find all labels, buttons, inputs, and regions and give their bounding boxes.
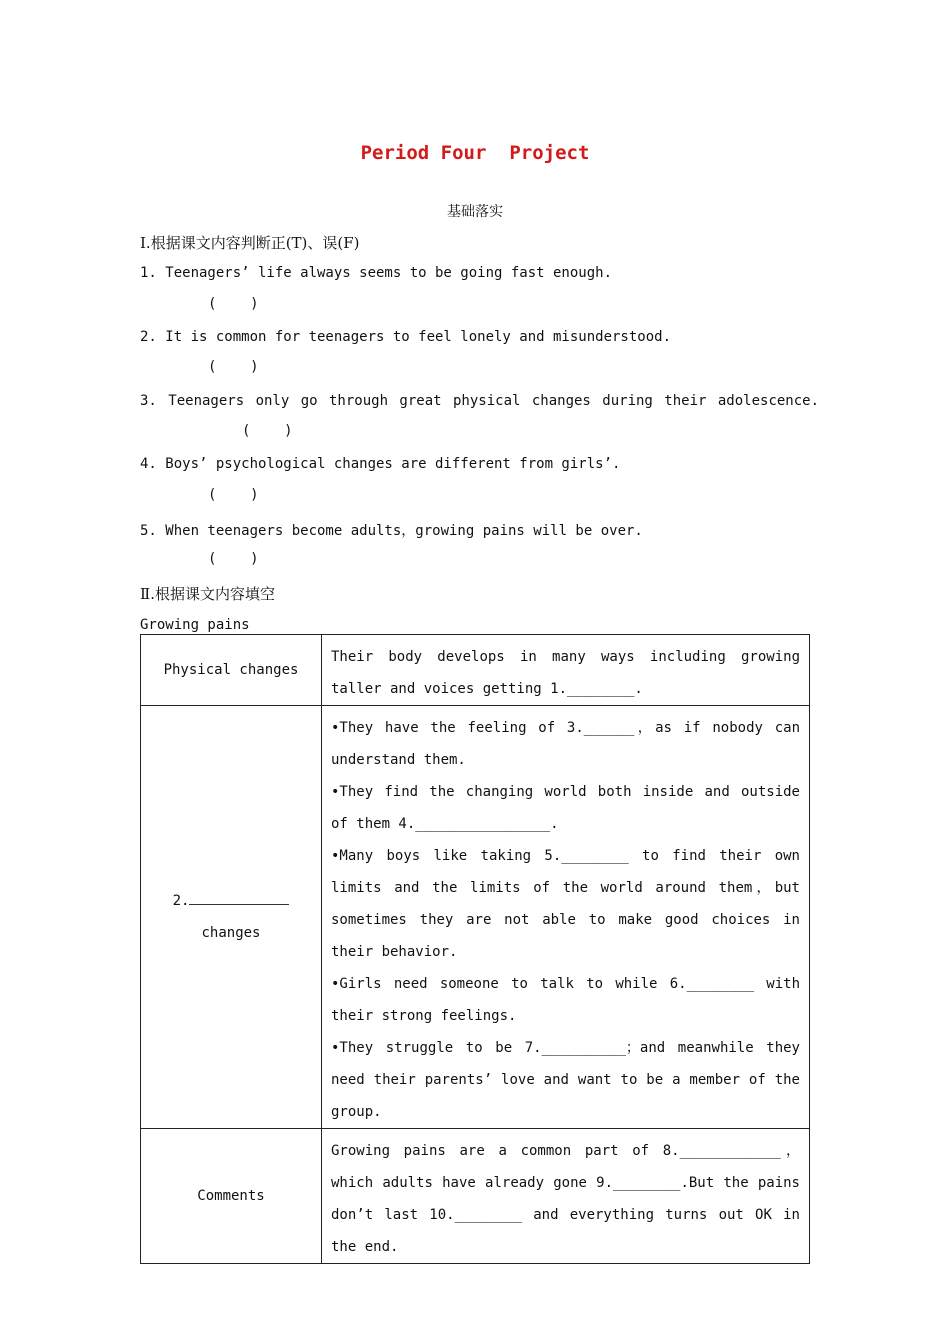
bullet-item: •Many boys like taking 5.________ to find their own limits and the limits of the world around them，but sometimes they are not able to make good choices in their behavior. [331, 848, 800, 960]
bullet-item: •They find the changing world both inside and outside of them 4.________________. [331, 784, 800, 832]
question-4: 4. Boys’ psychological changes are different from girls’. [140, 456, 621, 472]
bullet-item: •They have the feeling of 3.______，as if nobody can understand them. [331, 720, 800, 768]
table-row [141, 706, 810, 1129]
table-row [141, 1129, 810, 1264]
row-content-comments: Growing pains are a common part of 8.____________，which adults have already gone 9.________.But the pains don’t last 10.________ and everything turns out OK in the end. [322, 1129, 810, 1264]
row-content-psychological [322, 706, 810, 1129]
row-label-physical: Physical changes [141, 635, 322, 706]
answer-paren-5[interactable]: ( ) [208, 551, 259, 567]
section1-heading: Ⅰ.根据课文内容判断正(T)、误(F) [140, 234, 360, 252]
question-5: 5. When teenagers become adults，growing pains will be over. [140, 523, 643, 539]
row-label-psychological [141, 706, 322, 1129]
table-row [141, 635, 810, 706]
table-caption: Growing pains [140, 617, 250, 633]
row-label-number: 2. [141, 885, 321, 917]
fill-blank-2[interactable] [189, 890, 289, 905]
question-3: 3. Teenagers only go through great physical changes during their adolescence. [140, 393, 820, 409]
row-content-physical: Their body develops in many ways including growing taller and voices getting 1.________. [322, 635, 810, 706]
section-subtitle: 基础落实 [447, 204, 503, 220]
question-1: 1. Teenagers’ life always seems to be going fast enough. [140, 265, 613, 281]
answer-paren-1[interactable]: ( ) [208, 296, 259, 312]
page-title: Period Four Project [360, 142, 590, 164]
bullet-item: •They struggle to be 7.__________；and meanwhile they need their parents’ love and want to be a member of the group. [331, 1040, 800, 1120]
row-label-comments: Comments [141, 1129, 322, 1264]
bullet-item: •Girls need someone to talk to while 6.________ with their strong feelings. [331, 976, 800, 1024]
growing-pains-table [140, 634, 810, 1264]
row-label-word: changes [201, 925, 261, 941]
question-2: 2. It is common for teenagers to feel lonely and misunderstood. [140, 329, 672, 345]
answer-paren-3[interactable]: ( ) [242, 423, 293, 439]
section2-heading: Ⅱ.根据课文内容填空 [140, 585, 275, 603]
answer-paren-2[interactable]: ( ) [208, 359, 259, 375]
answer-paren-4[interactable]: ( ) [208, 487, 259, 503]
